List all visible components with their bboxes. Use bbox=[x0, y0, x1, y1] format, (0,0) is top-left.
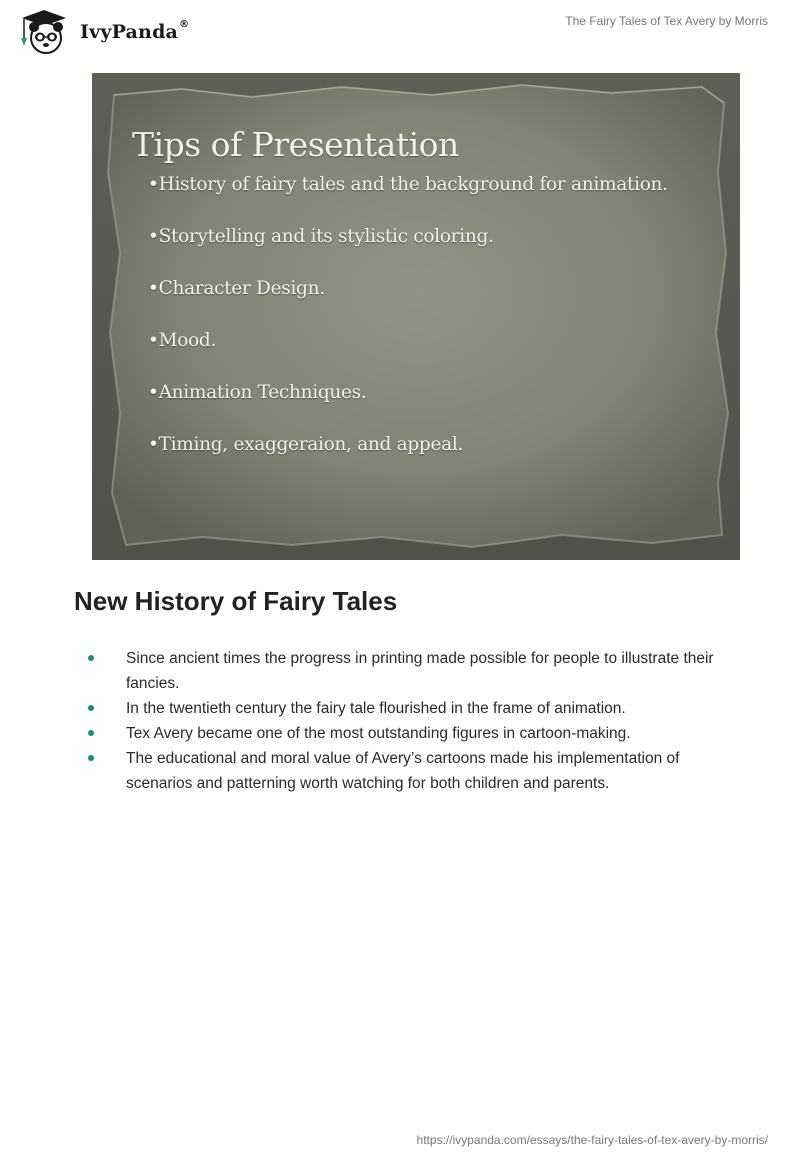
registered-mark: ® bbox=[179, 19, 190, 30]
bullet-dot-icon bbox=[88, 705, 94, 711]
list-item bbox=[86, 646, 736, 696]
bullet-dot-icon bbox=[88, 655, 94, 661]
list-item-text: Since ancient times the progress in printing made possible for people to illustrate their fancies. bbox=[126, 650, 714, 692]
slide-bullet: •Animation Techniques. bbox=[148, 382, 367, 403]
list-item bbox=[86, 746, 736, 796]
list-item bbox=[86, 696, 736, 721]
slide-bullet: •History of fairy tales and the background for animation. bbox=[148, 174, 668, 195]
document-title: The Fairy Tales of Tex Avery by Morris bbox=[565, 14, 768, 28]
slide-bullet-list bbox=[148, 174, 668, 486]
slide-bullet: •Timing, exaggeraion, and appeal. bbox=[148, 434, 464, 455]
page-header bbox=[0, 0, 800, 60]
source-url-link[interactable]: https://ivypanda.com/essays/the-fairy-tales-of-tex-avery-by-morris/ bbox=[416, 1133, 768, 1147]
list-item-text: In the twentieth century the fairy tale flourished in the frame of animation. bbox=[126, 700, 626, 717]
bullet-dot-icon bbox=[88, 755, 94, 761]
section-heading: New History of Fairy Tales bbox=[74, 586, 398, 616]
slide-bullet: •Storytelling and its stylistic coloring. bbox=[148, 226, 494, 247]
presentation-slide-image bbox=[92, 73, 740, 560]
slide-bullet: •Mood. bbox=[148, 330, 217, 351]
list-item-text: Tex Avery became one of the most outstanding figures in cartoon-making. bbox=[126, 725, 631, 742]
section-bullet-list bbox=[86, 646, 736, 796]
ivypanda-logo[interactable] bbox=[14, 8, 189, 56]
brand-name: IvyPanda® bbox=[80, 19, 190, 43]
list-item bbox=[86, 721, 736, 746]
slide-bullet: •Character Design. bbox=[148, 278, 325, 299]
slide-title: Tips of Presentation bbox=[132, 125, 459, 164]
panda-graduate-icon bbox=[14, 8, 74, 56]
list-item-text: The educational and moral value of Avery’s cartoons made his implementation of scenarios and patterning worth watching for both children and parents. bbox=[126, 750, 680, 792]
bullet-dot-icon bbox=[88, 730, 94, 736]
slide-content bbox=[92, 73, 740, 560]
